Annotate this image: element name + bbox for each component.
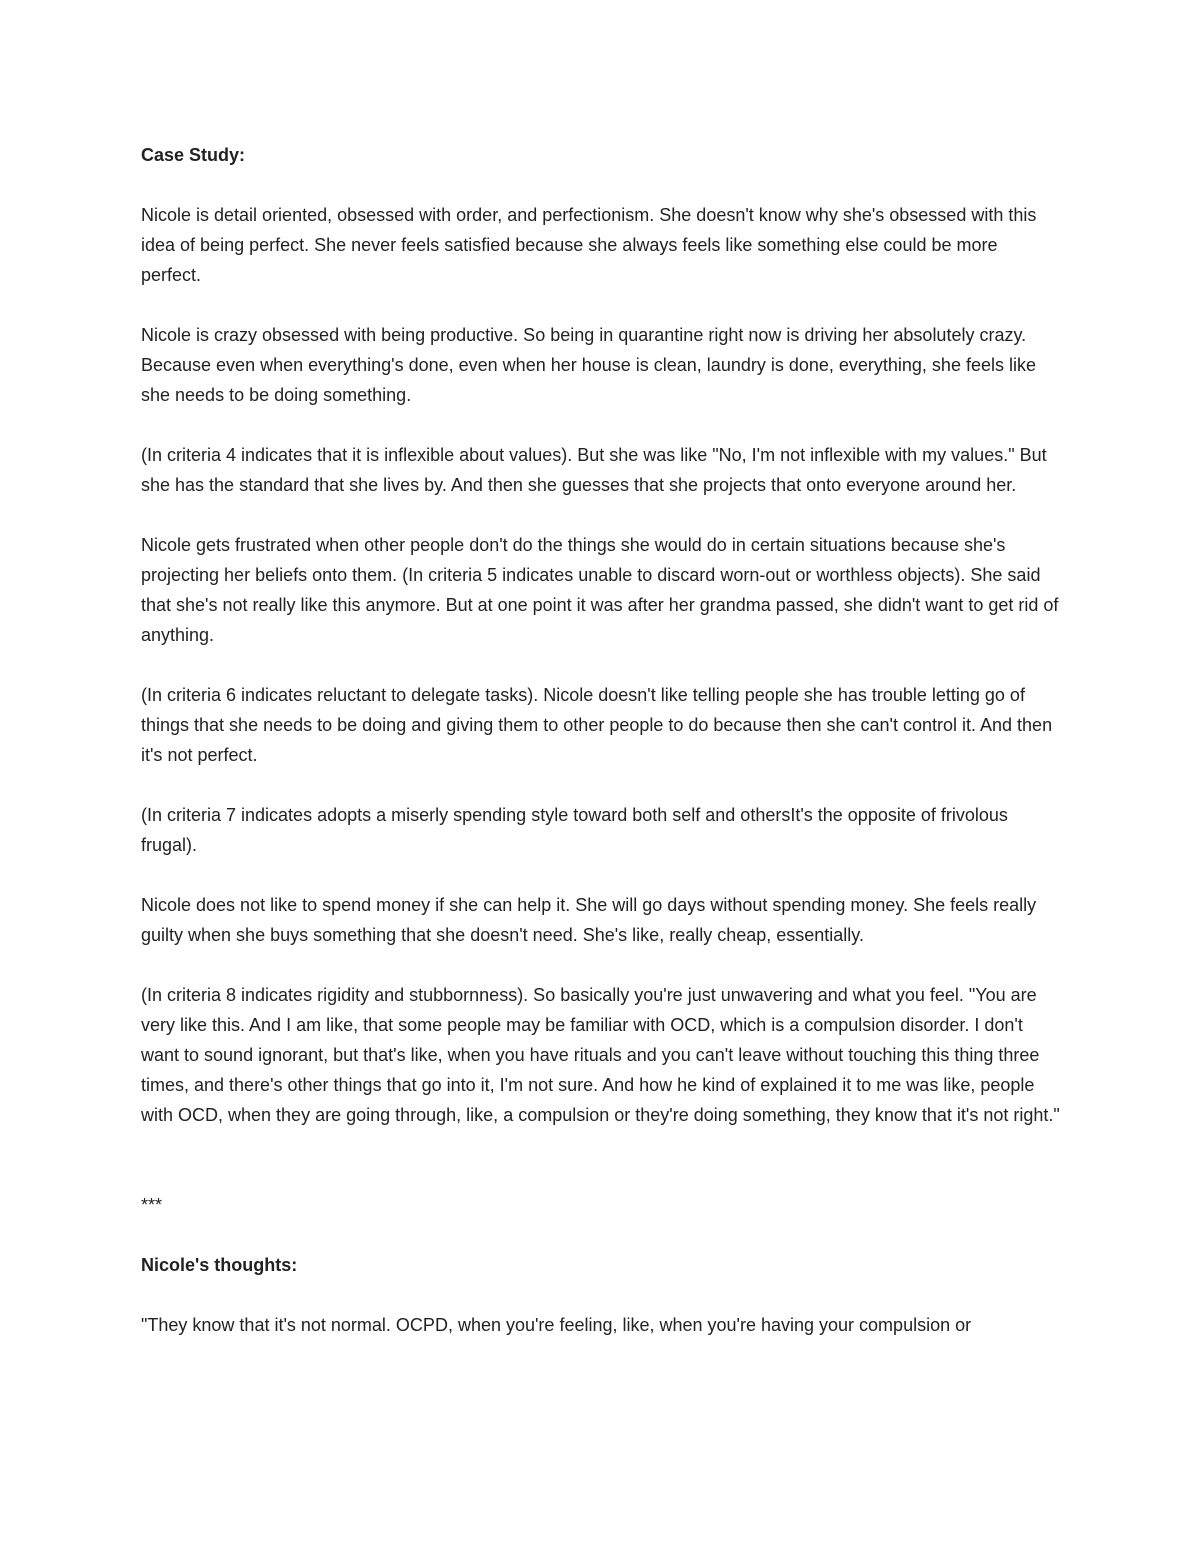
case-study-heading: Case Study: [141,145,246,165]
paragraph-6: (In criteria 7 indicates adopts a miserly spending style toward both self and othersIt's the opposite of frivolous frugal). [141,805,1008,855]
thoughts-paragraph: "They know that it's not normal. OCPD, when you're feeling, like, when you're having your compulsion or [141,1315,972,1335]
document-page [141,140,1061,1340]
paragraph-1: Nicole is detail oriented, obsessed with order, and perfectionism. She doesn't know why she's obsessed with this idea of being perfect. She never feels satisfied because she always feels like something else could be more perfect. [141,205,1037,285]
thoughts-heading: Nicole's thoughts: [141,1255,298,1275]
section-separator: *** [141,1195,163,1215]
paragraph-7: Nicole does not like to spend money if she can help it. She will go days without spending money. She feels really guilty when she buys something that she doesn't need. She's like, really cheap, essentially. [141,895,1037,945]
paragraph-4: Nicole gets frustrated when other people don't do the things she would do in certain situations because she's projecting her beliefs onto them. (In criteria 5 indicates unable to discard worn-out or worthless objects). She said that she's not really like this anymore. But at one point it was after her grandma passed, she didn't want to get rid of anything. [141,535,1059,645]
paragraph-3: (In criteria 4 indicates that it is inflexible about values). But she was like "No, I'm not inflexible with my values." But she has the standard that she lives by. And then she guesses that she projects that onto everyone around her. [141,445,1047,495]
paragraph-2: Nicole is crazy obsessed with being productive. So being in quarantine right now is driving her absolutely crazy. Because even when everything's done, even when her house is clean, laundry is done, everything, she feels like she needs to be doing something. [141,325,1036,405]
paragraph-5: (In criteria 6 indicates reluctant to delegate tasks). Nicole doesn't like telling people she has trouble letting go of things that she needs to be doing and giving them to other people to do because then she can't control it. And then it's not perfect. [141,685,1053,765]
paragraph-8: (In criteria 8 indicates rigidity and stubbornness). So basically you're just unwavering and what you feel. "You are very like this. And I am like, that some people may be familiar with OCD, which is a compulsion disorder. I don't want to sound ignorant, but that's like, when you have rituals and you can't leave without touching this thing three times, and there's other things that go into it, I'm not sure. And how he kind of explained it to me was like, people with OCD, when they are going through, like, a compulsion or they're doing something, they know that it's not right." [141,985,1060,1125]
